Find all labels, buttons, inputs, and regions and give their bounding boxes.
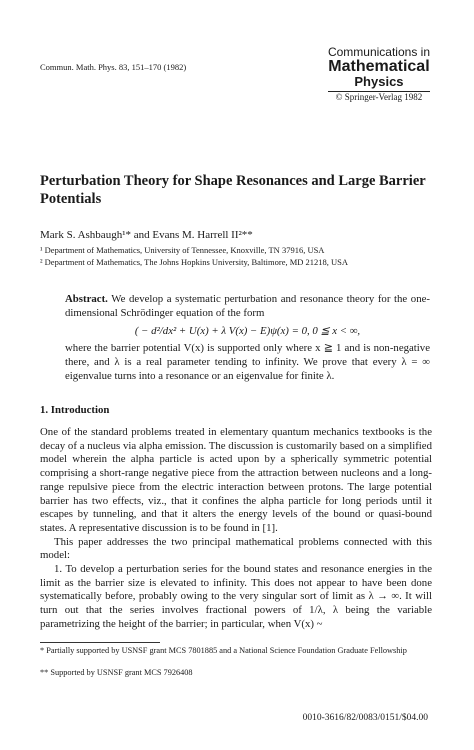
journal-masthead [328, 46, 430, 102]
paper-title: Perturbation Theory for Shape Resonances and Large Barrier Potentials [40, 173, 426, 207]
journal-name-line2: Mathematical [328, 57, 430, 75]
abstract [65, 293, 430, 384]
footnote-rule [40, 642, 160, 643]
body-text [40, 426, 432, 632]
journal-citation: Commun. Math. Phys. 83, 151–170 (1982) [40, 62, 187, 72]
abstract-label: Abstract. [65, 293, 108, 305]
abstract-equation: ( − d²/dx² + U(x) + λ V(x) − E)ψ(x) = 0, 0 ≦ x < ∞, [134, 324, 361, 337]
affiliation-1: ¹ Department of Mathematics, University of Tennessee, Knoxville, TN 37916, USA [40, 245, 325, 255]
footnote-1: * Partially supported by USNSF grant MCS 7801885 and a National Science Foundation Graduate Fellowship [40, 646, 407, 655]
affiliation-2: ² Department of Mathematics, The Johns Hopkins University, Baltimore, MD 21218, USA [40, 257, 349, 267]
section-heading: 1. Introduction [40, 404, 110, 416]
abstract-text-1: We develop a systematic perturbation and resonance theory for the one-dimensional Schrödinger equation of the form [65, 293, 430, 319]
body-paragraph-3: 1. To develop a perturbation series for the bound states and resonance energies in the limit as the barrier size is elevated to infinity. This does not appear to have been done systematically before, probably owing to the very singular sort of limit as λ → ∞. It will turn out that the series involves fractional powers of 1/λ, λ being the variable parametrizing the height of the barrier; in particular, when V(x) ~ [40, 563, 432, 630]
publisher-copyright: © Springer-Verlag 1982 [328, 91, 430, 102]
abstract-text-2: where the barrier potential V(x) is supported only where x ≧ 1 and is non-negative there, and λ is a real parameter tending to infinity. We prove that every λ = ∞ eigenvalue turns into a resonance or an eigenvalue for finite λ. [65, 342, 430, 382]
journal-name-line3: Physics [354, 74, 404, 90]
body-paragraph-2: This paper addresses the two principal mathematical problems connected with this model: [40, 535, 432, 562]
abstract-para-1 [65, 293, 430, 321]
authors: Mark S. Ashbaugh¹* and Evans M. Harrell II²** [40, 229, 253, 241]
footnote-2: ** Supported by USNSF grant MCS 7926408 [40, 668, 193, 677]
journal-name-line1: Communications in [327, 45, 430, 59]
price-code: 0010-3616/82/0083/0151/$04.00 [302, 713, 428, 723]
body-paragraph-1: One of the standard problems treated in elementary quantum mechanics textbooks is the decay of a nucleus via alpha emission. The discussion is customarily based on a simplified model wherein the alpha particle is acted upon by a spherically symmetric potential comprising a short-range negative piece from the attraction between nucleons and a long-range repulsive piece from the electric interaction between protons. The large potential barrier has two effects, viz., that it confines the alpha particle for long periods until it escapes by tunneling, and that it alters the energy levels of the bound or quasi-bound states. A representative discussion is to be found in [1]. [40, 426, 432, 534]
